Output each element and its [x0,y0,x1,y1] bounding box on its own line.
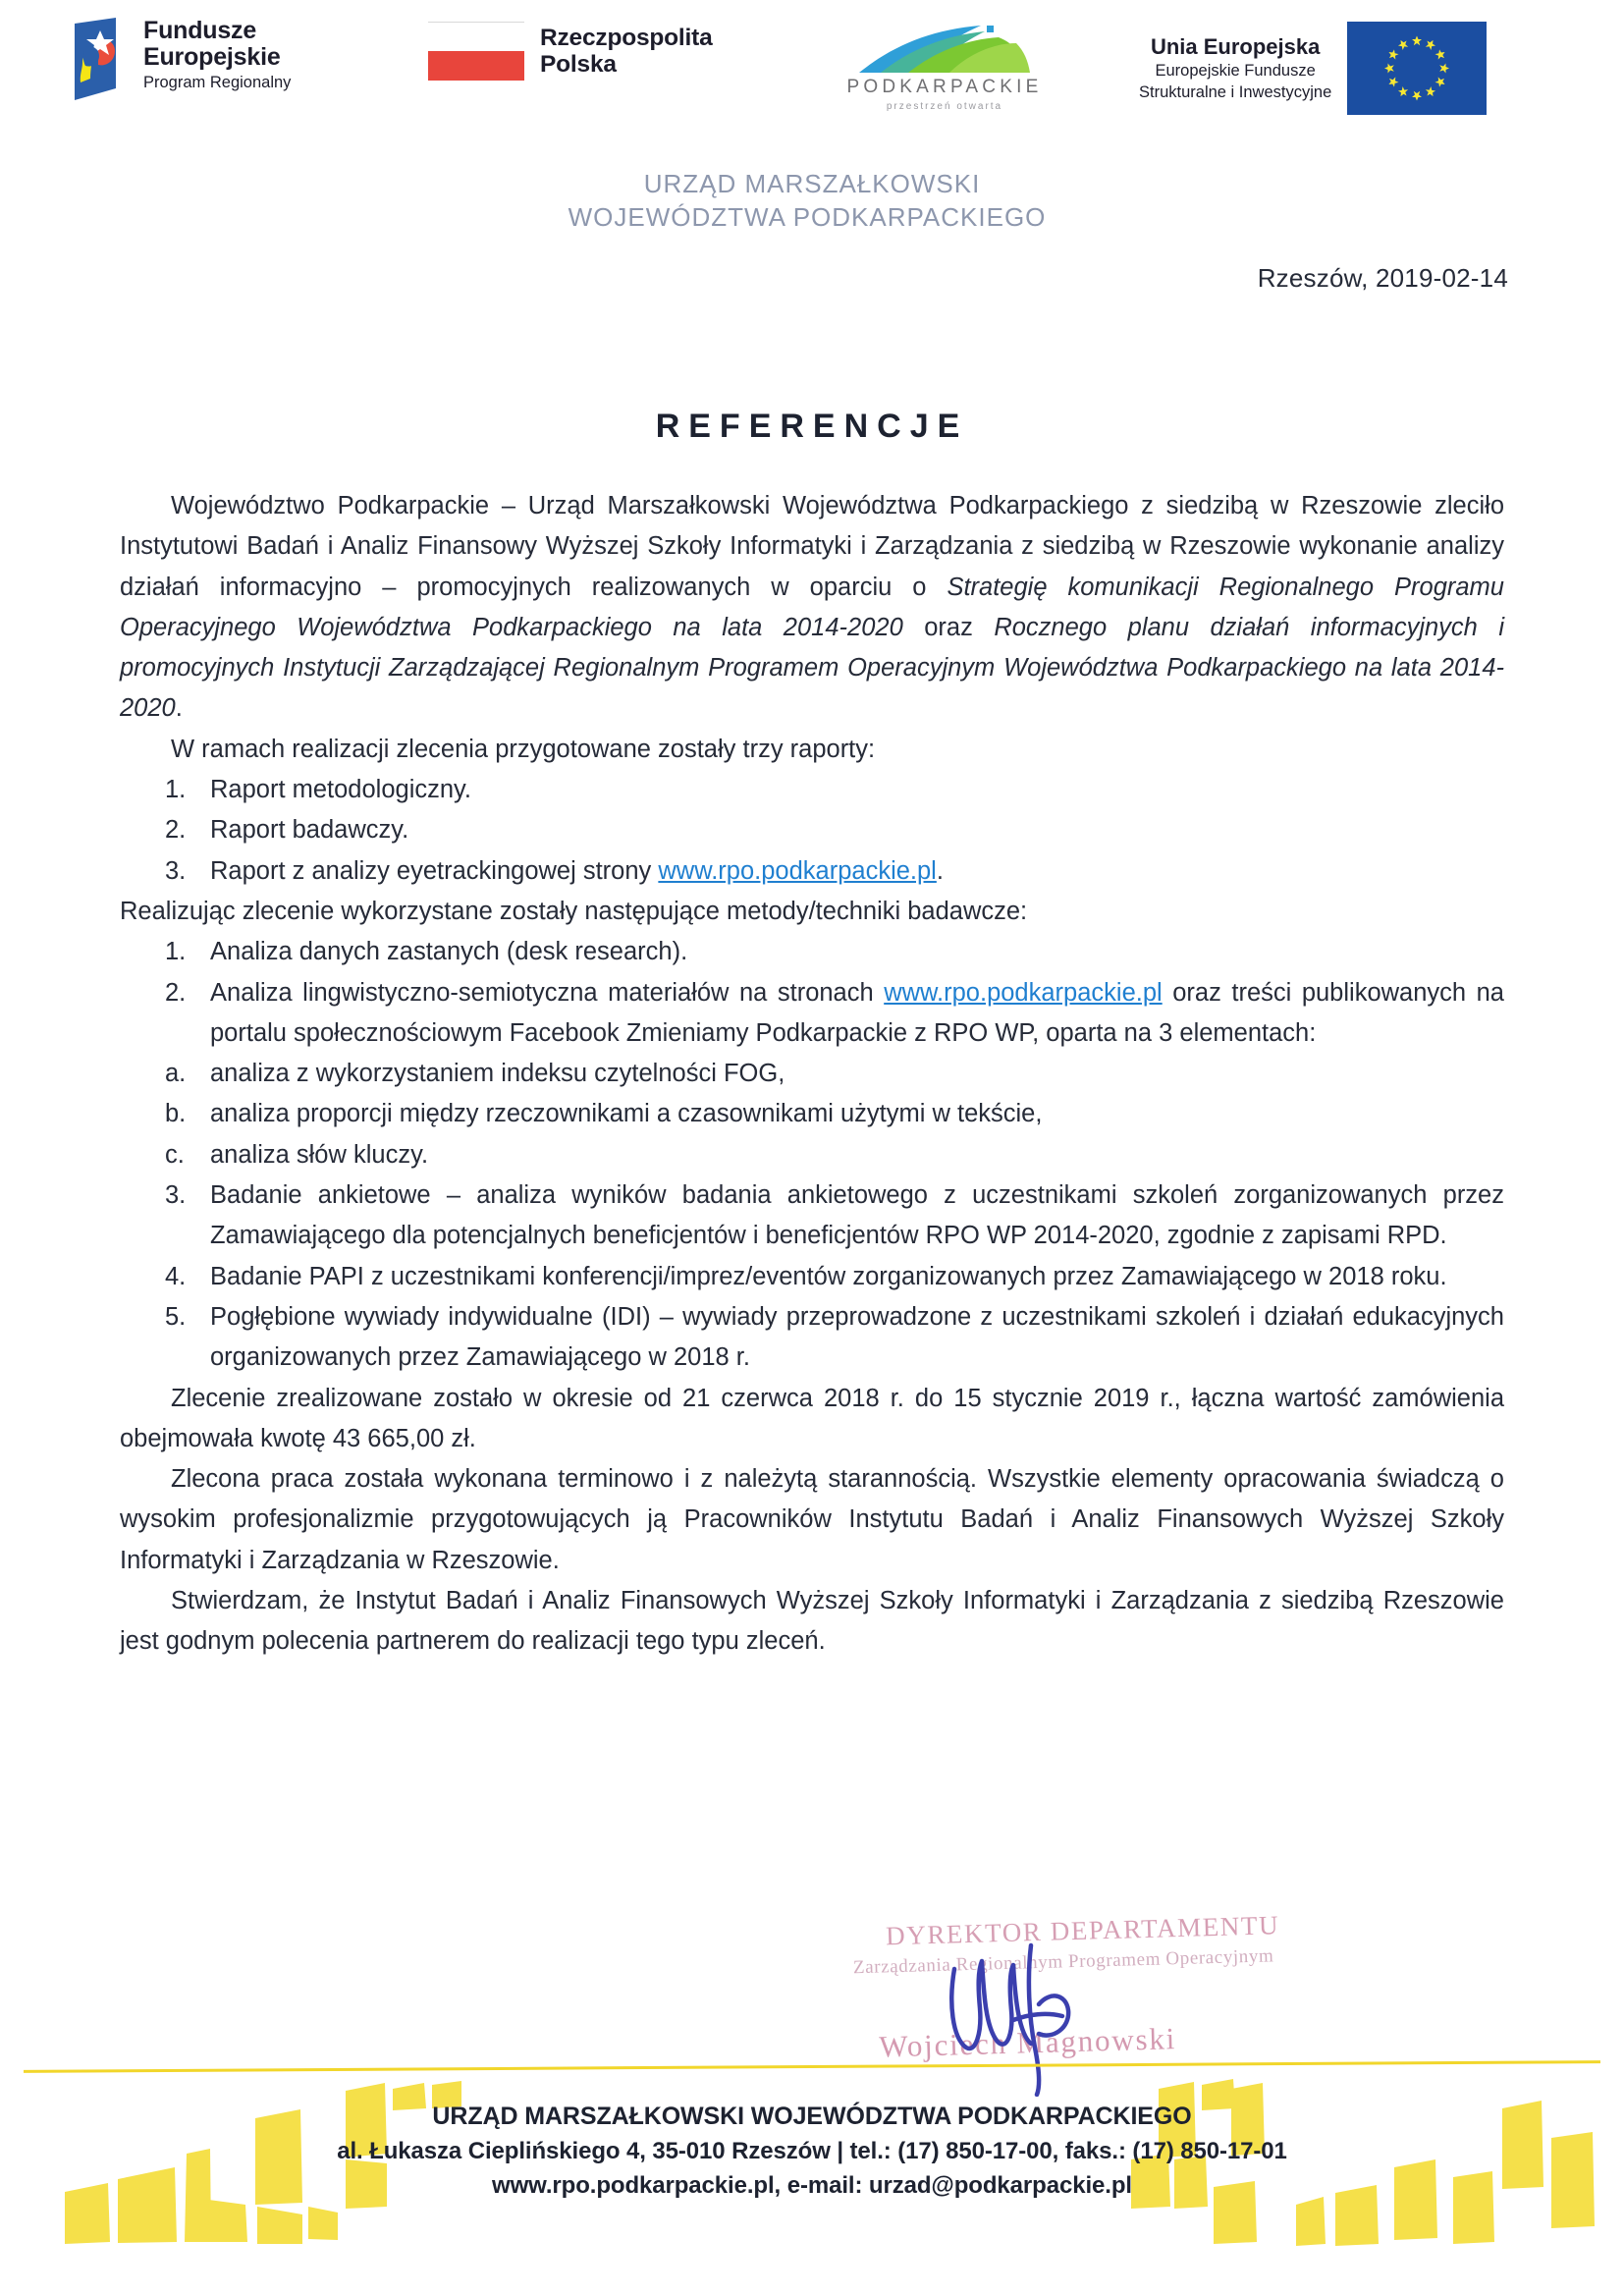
list-item [120,1257,1504,1297]
fe-line3: Program Regionalny [143,74,292,91]
list-text: Analiza danych zastanych (desk research). [210,938,688,966]
list-marker: 2. [165,978,187,1007]
list-item [120,770,1504,810]
polish-flag-icon [428,22,524,81]
list-text-after: . [936,856,944,885]
list-marker: 1. [165,776,187,804]
list-item [120,851,1504,892]
logo-rzeczpospolita-polska [428,22,713,81]
ue-line3: Strukturalne i Inwestycyjne [1139,83,1332,102]
list-marker: a. [165,1060,187,1088]
list-marker: 5. [165,1302,187,1331]
list-text: Raport badawczy. [210,816,409,845]
logo-podkarpackie [837,24,1053,112]
rzeczpospolita-wordmark [540,25,713,79]
ue-line2: Europejskie Fundusze [1155,62,1316,81]
document-body [120,486,1504,1663]
podkarpackie-tagline: przestrzeń otwarta [886,101,1003,112]
list-item [120,973,1504,1055]
list-marker: 1. [165,938,187,966]
unia-europejska-wordmark [1139,34,1331,103]
reports-list [120,770,1504,892]
logo-unia-europejska [1139,22,1487,115]
list-marker: c. [165,1140,185,1169]
paragraph-recommendation: Stwierdzam, że Instytut Badań i Analiz Finansowych Wyższej Szkoły Informatyki i Zarządzania z siedzibą Rzeszowie jest godnym polecenia partnerem do realizacji tego typu zleceń. [120,1587,1504,1656]
office-line1: URZĄD MARSZAŁKOWSKI [643,169,981,198]
page-title: REFERENCJE [655,408,969,445]
stamp-line2: Zarządzania Regionalnym Programem Operacyjnym [852,1945,1274,1979]
para1-italic-strategia: Strategię komunikacji Regionalnego Programu Operacyjnego Województwa Podkarpackiego na lata 2014-2020 [120,573,1504,641]
list-item [120,1054,1504,1094]
para1-italic-roczny-plan: Rocznego planu działań informacyjnych i promocyjnych Instytucji Zarządzającej Regionalnym Programem Operacyjnym Województwa Podkarpackiego na lata 2014-2020 [120,613,1504,723]
list-marker: b. [165,1100,187,1128]
list-text: Badanie PAPI z uczestnikami konferencji/imprez/eventów zorganizowanych przez Zamawiającego w 2018 roku. [210,1262,1447,1290]
footer-contact-block [0,2103,1624,2200]
list-marker: 4. [165,1262,187,1290]
paragraph-quality: Zlecona praca została wykonana terminowo i z należytą starannością. Wszystkie elementy opracowania świadczą o wysokim profesjonalizmie przygotowujących ją Pracowników Instytutu Badań i Analiz Finansowych Wyższej Szkoły Informatyki i Zarządzania w Rzeszowie. [120,1465,1504,1574]
paragraph-intro [120,486,1504,730]
rp-line2: Polska [540,51,617,78]
list-text: Raport metodologiczny. [210,776,471,804]
link-rpo-podkarpackie[interactable]: www.rpo.podkarpackie.pl [884,978,1163,1007]
footer-line2: al. Łukasza Cieplińskiego 4, 35-010 Rzeszów | tel.: (17) 850-17-00, faks.: (17) 850-17-01 [337,2138,1287,2164]
office-line2: WOJEWÓDZTWA PODKARPACKIEGO [568,202,1047,233]
list-item [120,1135,1504,1175]
list-marker: 3. [165,856,187,885]
fe-line1: Fundusze [143,17,257,44]
fundusze-europejskie-wordmark [143,18,291,91]
para1-part-b: oraz [902,613,995,641]
paragraph-period-value: Zlecenie zrealizowane zostało w okresie od 21 czerwca 2018 r. do 15 stycznie 2019 r., łączna wartość zamówienia obejmowała kwotę 43 665,00 zł. [120,1384,1504,1452]
list-text-before: Analiza lingwistyczno-semiotyczna materiałów na stronach [210,978,885,1007]
paragraph-reports-intro: W ramach realizacji zlecenia przygotowane zostały trzy raporty: [171,735,876,763]
fe-line2: Europejskie [143,42,281,71]
list-marker: 3. [165,1181,187,1210]
eu-flag-icon [1347,22,1487,115]
link-rpo-podkarpackie[interactable]: www.rpo.podkarpackie.pl [658,856,937,885]
list-text: Badanie ankietowe – analiza wyników badania ankietowego z uczestnikami szkoleń zorganizowanych przez Zamawiającego dla potencjalnych beneficjentów i beneficjentów RPO WP 2014-2020, zgodnie z zapisami RPD. [210,1181,1504,1250]
rp-line1: Rzeczpospolita [540,24,713,51]
para1-part-c: . [175,694,183,723]
header-logo-strip [0,0,1624,147]
ue-line1: Unia Europejska [1150,33,1321,59]
methods-list [120,932,1504,1378]
list-item [120,1175,1504,1257]
list-item [120,810,1504,850]
document-date: Rzeszów, 2019-02-14 [1257,263,1508,293]
list-text-before: Raport z analizy eyetrackingowej strony [210,856,659,885]
list-text: analiza słów kluczy. [210,1140,429,1169]
para1-part-a: Województwo Podkarpackie – Urząd Marszałkowski Województwa Podkarpackiego z siedzibą w Rzeszowie zleciło Instytutowi Badań i Analiz Finansowy Wyższej Szkoły Informatyki i Zarządzania z siedzibą w Rzeszowie wykonanie analizy działań informacyjno – promocyjnych realizowanych w oparciu o [120,492,1504,601]
office-heading [0,167,1624,235]
list-item [120,1094,1504,1134]
list-text: analiza proporcji między rzeczownikami a czasownikami użytymi w tekście, [210,1100,1043,1128]
footer-line1: URZĄD MARSZAŁKOWSKI WOJEWÓDZTWA PODKARPACKIEGO [432,2103,1192,2130]
page-footer [0,2049,1624,2295]
stamp-line1: DYREKTOR DEPARTAMENTU [885,1910,1280,1951]
list-text: analiza z wykorzystaniem indeksu czytelności FOG, [210,1060,785,1088]
paragraph-methods-intro: Realizując zlecenie wykorzystane zostały następujące metody/techniki badawcze: [120,897,1028,925]
list-text-after: oraz treści publikowanych na portalu społecznościowym Facebook Zmieniamy Podkarpackie z RPO WP, oparta na 3 elementach: [210,978,1504,1047]
fundusze-europejskie-mark-icon [61,18,130,96]
list-item [120,1297,1504,1379]
list-text [210,851,1504,892]
list-text: Pogłębione wywiady indywidualne (IDI) – wywiady przeprowadzone z uczestnikami szkoleń i działań edukacyjnych organizowanych przez Zamawiającego w 2018 r. [210,1302,1504,1372]
podkarpackie-wordmark: PODKARPACKIE [846,77,1043,97]
logo-fundusze-europejskie [61,18,291,96]
list-text [210,973,1504,1055]
stamp-line3: Wojciech Magnowski [878,2021,1177,2064]
podkarpackie-wave-icon [851,24,1038,75]
footer-line3: www.rpo.podkarpackie.pl, e-mail: urzad@podkarpackie.pl [492,2172,1132,2199]
list-item [120,932,1504,972]
list-marker: 2. [165,816,187,845]
